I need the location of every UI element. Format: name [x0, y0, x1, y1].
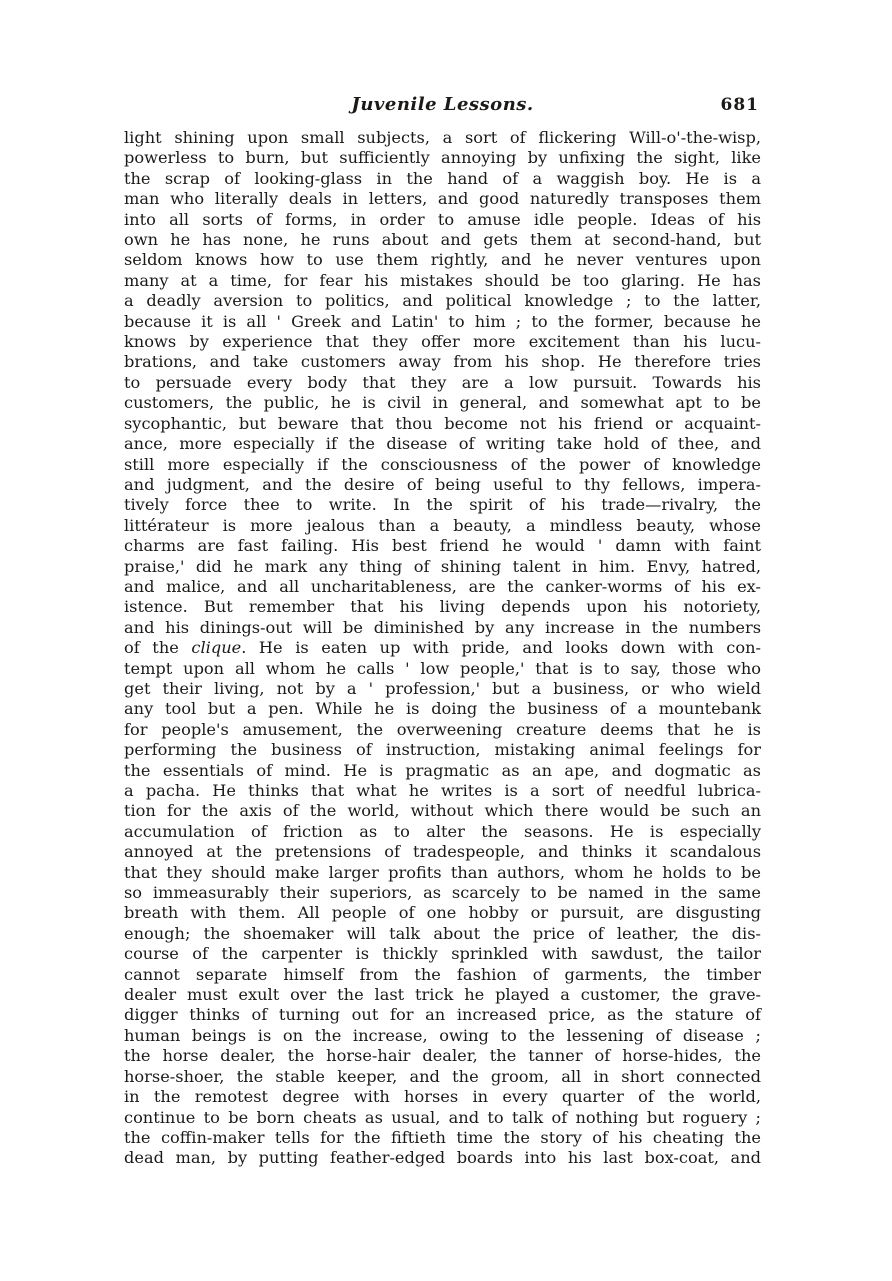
running-header	[124, 93, 761, 117]
text-line: charms are fast failing. His best friend he would ' damn with faint	[124, 536, 761, 556]
text-line: tion for the axis of the world, without which there would be such an	[124, 801, 761, 821]
text-line: a pacha. He thinks that what he writes is a sort of needful lubrica-	[124, 781, 761, 800]
text-line: digger thinks of turning out for an increased price, as the stature of	[124, 1005, 761, 1025]
text-line: and his dinings-out will be diminished by any increase in the numbers	[124, 617, 761, 637]
text-line: sycophantic, but beware that thou become not his friend or acquaint-	[124, 413, 761, 433]
text-line: customers, the public, he is civil in general, and somewhat apt to be	[124, 393, 761, 413]
text-line: powerless to burn, but sufficiently annoying by unfixing the sight, like	[124, 148, 761, 168]
text-line: and malice, and all uncharitableness, are the canker-worms of his ex-	[124, 576, 761, 596]
text-line: continue to be born cheats as usual, and to talk of nothing but roguery ;	[124, 1107, 761, 1127]
text-line: because it is all ' Greek and Latin' to him ; to the former, because he	[124, 311, 761, 331]
italic-word: clique	[191, 638, 242, 658]
text-line: that they should make larger profits than authors, whom he holds to be	[124, 862, 761, 882]
text-line: so immeasurably their superiors, as scarcely to be named in the same	[124, 883, 761, 903]
text-line: seldom knows how to use them rightly, and he never ventures upon	[124, 250, 761, 270]
text-line: human beings is on the increase, owing to the lessening of disease ;	[124, 1025, 761, 1045]
text-line: ance, more especially if the disease of writing take hold of thee, and	[124, 434, 761, 454]
text-line	[124, 638, 761, 658]
text-line: brations, and take customers away from his shop. He therefore tries	[124, 352, 761, 372]
text-line: own he has none, he runs about and gets them at second-hand, but	[124, 230, 761, 250]
text-line: to persuade every body that they are a low pursuit. Towards his	[124, 372, 761, 392]
text-line: still more especially if the consciousness of the power of knowledge	[124, 454, 761, 474]
text-line: accumulation of friction as to alter the seasons. He is especially	[124, 821, 761, 841]
text-line: light shining upon small subjects, a sort of flickering Will-o'-the-wisp,	[124, 128, 761, 147]
text-line: many at a time, for fear his mistakes should be too glaring. He has	[124, 270, 761, 290]
text-line: annoyed at the pretensions of tradespeople, and thinks it scandalous	[124, 842, 761, 862]
text-line: a deadly aversion to politics, and political knowledge ; to the latter,	[124, 291, 761, 311]
page-content	[124, 93, 761, 1169]
page-number: 681	[720, 95, 759, 115]
text-line: tively force thee to write. In the spirit of his trade—rivalry, the	[124, 495, 761, 515]
text-line: cannot separate himself from the fashion of garments, the timber	[124, 964, 761, 984]
text-line: knows by experience that they offer more excitement than his lucu-	[124, 332, 761, 352]
text-line: into all sorts of forms, in order to amuse idle people. Ideas of his	[124, 209, 761, 229]
text-segment: . He is eaten up with pride, and looks down with con-	[241, 638, 761, 658]
text-line: istence. But remember that his living depends upon his notoriety,	[124, 597, 761, 617]
text-line: the coffin-maker tells for the fiftieth time the story of his cheating the	[124, 1127, 761, 1147]
text-line: dead man, by putting feather-edged boards into his last box-coat, and	[124, 1148, 761, 1168]
text-line: the scrap of looking-glass in the hand of a waggish boy. He is a	[124, 168, 761, 188]
text-line: tempt upon all whom he calls ' low people,' that is to say, those who	[124, 658, 761, 678]
text-line: the essentials of mind. He is pragmatic as an ape, and dogmatic as	[124, 760, 761, 780]
text-body	[124, 128, 761, 1169]
text-line: enough; the shoemaker will talk about the price of leather, the dis-	[124, 923, 761, 943]
text-line: and judgment, and the desire of being useful to thy fellows, impera-	[124, 474, 761, 494]
text-line: any tool but a pen. While he is doing the business of a mountebank	[124, 699, 761, 719]
text-line: get their living, not by a ' profession,' but a business, or who wield	[124, 678, 761, 698]
text-line: in the remotest degree with horses in every quarter of the world,	[124, 1087, 761, 1107]
text-line: the horse dealer, the horse-hair dealer, the tanner of horse-hides, the	[124, 1046, 761, 1066]
text-line: littérateur is more jealous than a beauty, a mindless beauty, whose	[124, 515, 761, 535]
text-segment: of the	[124, 638, 192, 658]
text-line: for people's amusement, the overweening creature deems that he is	[124, 719, 761, 739]
text-line: dealer must exult over the last trick he played a customer, the grave-	[124, 985, 761, 1005]
running-title: Juvenile Lessons.	[351, 94, 534, 115]
text-line: breath with them. All people of one hobby or pursuit, are disgusting	[124, 903, 761, 923]
text-line: course of the carpenter is thickly sprinkled with sawdust, the tailor	[124, 944, 761, 964]
text-line: man who literally deals in letters, and good naturedly transposes them	[124, 189, 761, 209]
text-line: performing the business of instruction, mistaking animal feelings for	[124, 740, 761, 760]
text-line: praise,' did he mark any thing of shining talent in him. Envy, hatred,	[124, 556, 761, 576]
text-line: horse-shoer, the stable keeper, and the groom, all in short connected	[124, 1066, 761, 1086]
